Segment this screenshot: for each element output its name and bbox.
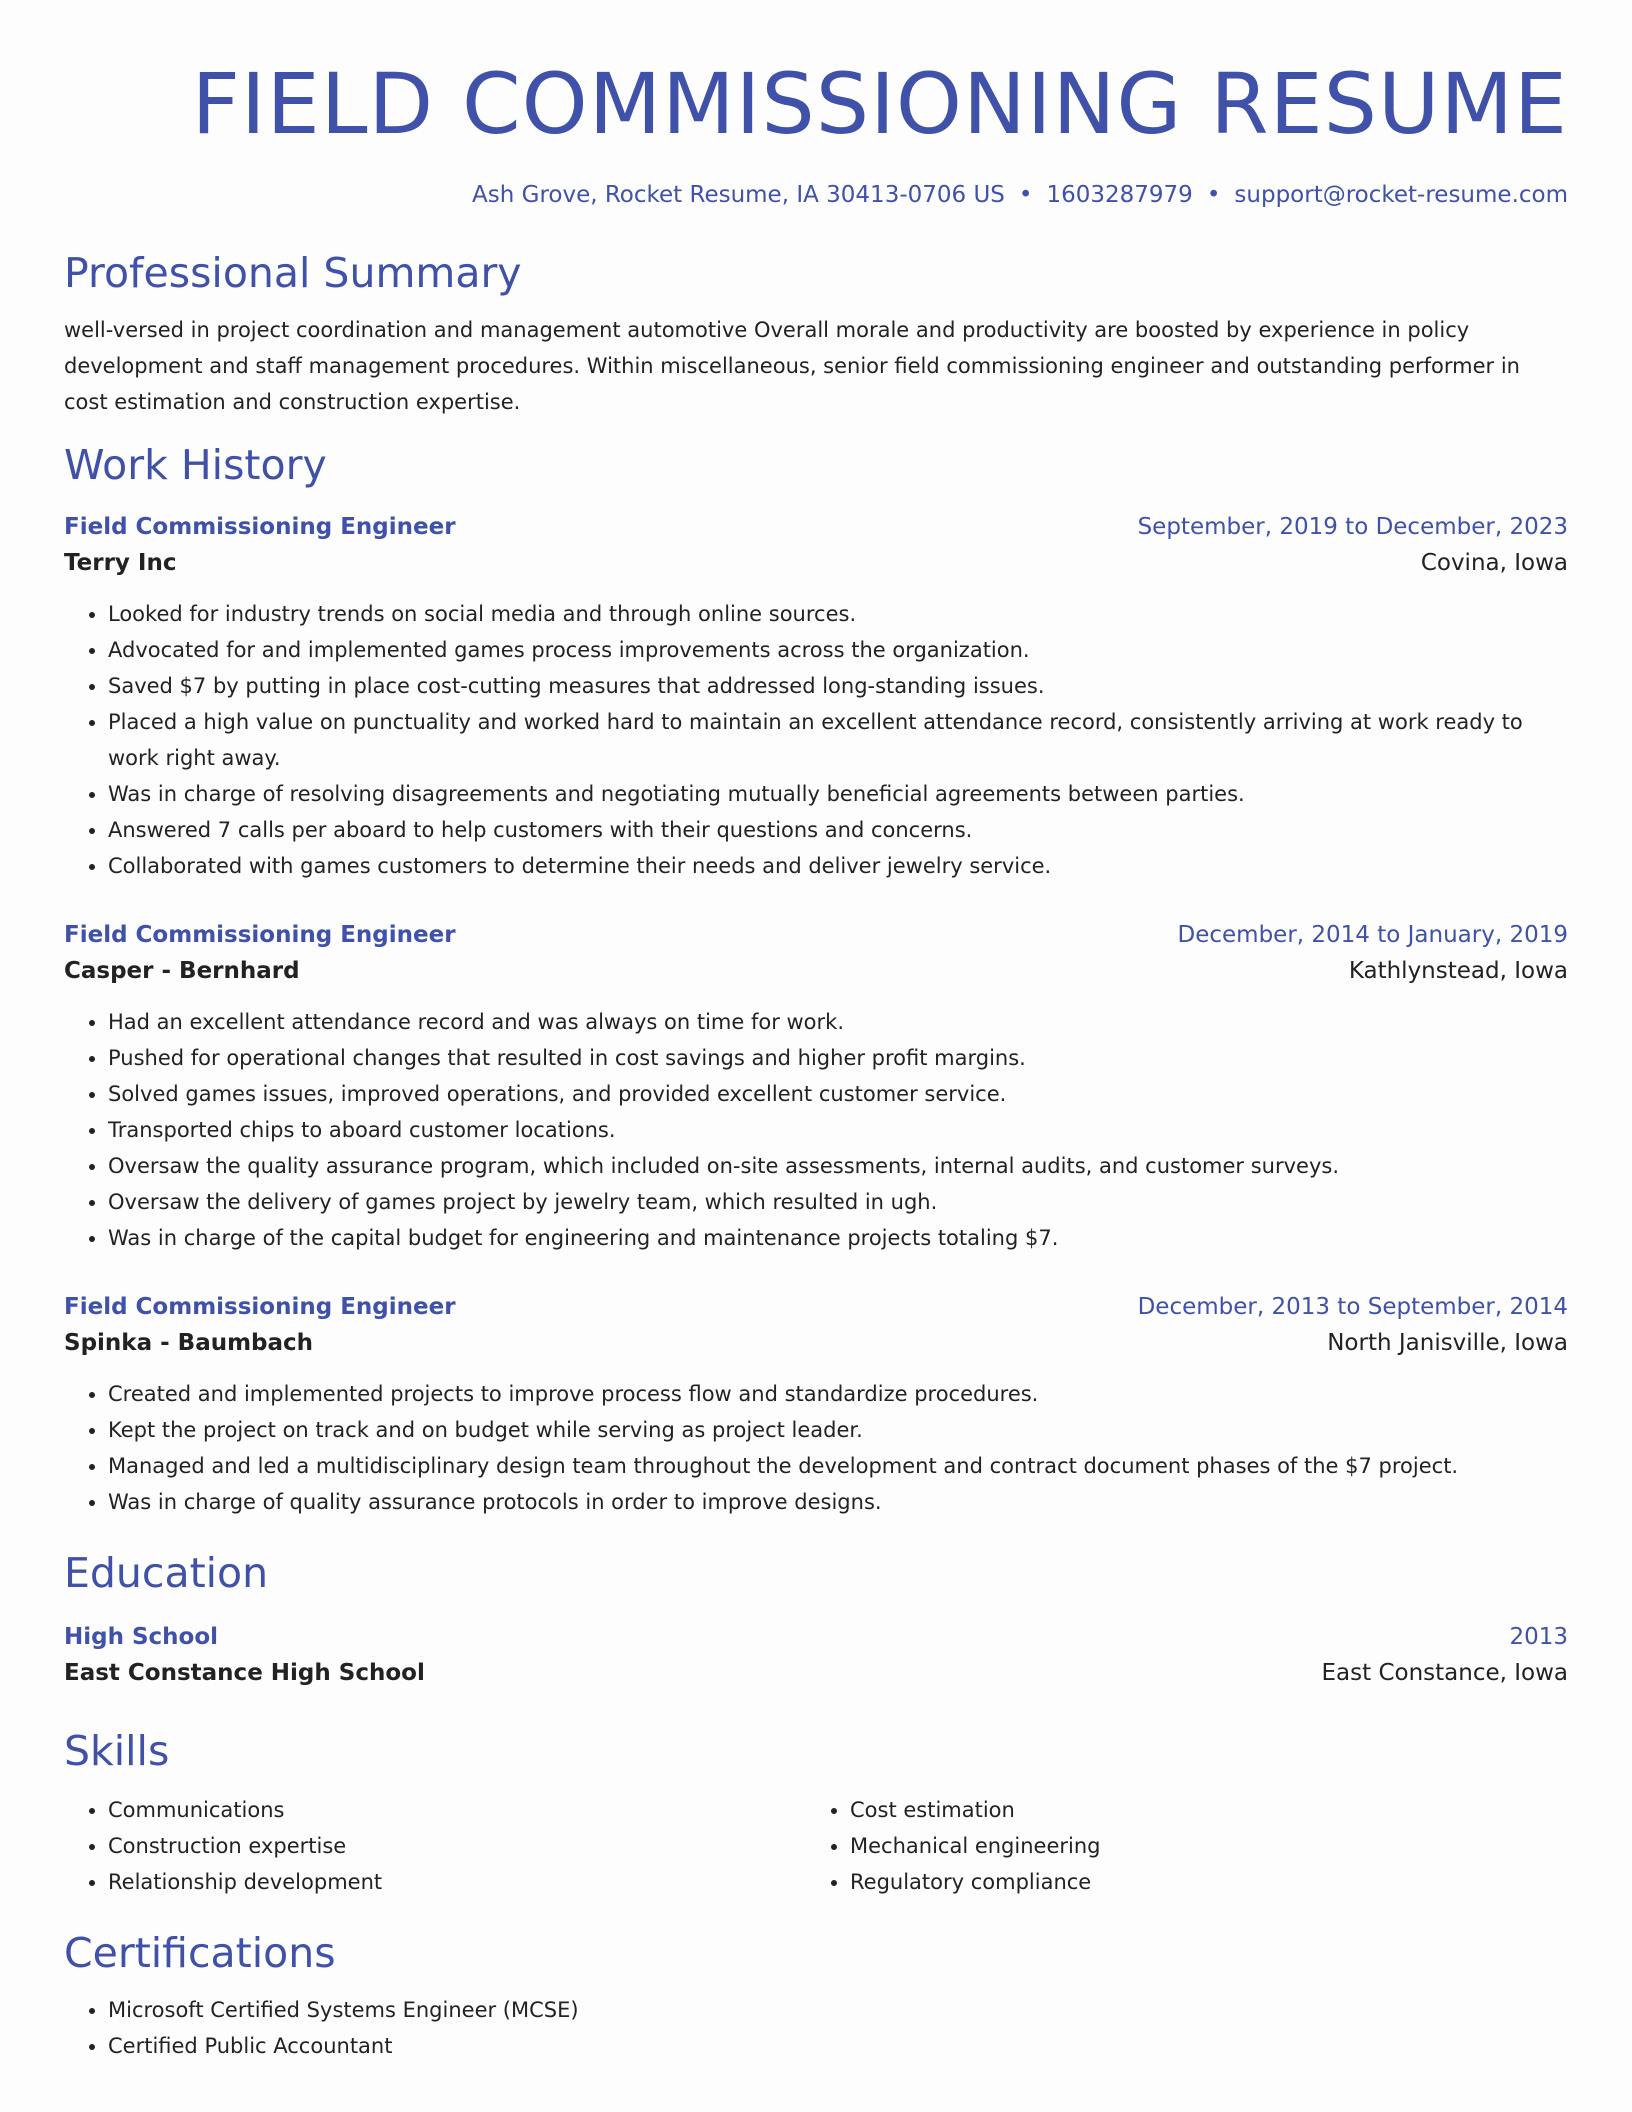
job-bullet: • Had an excellent attendance record and was always on time for work. [108, 1004, 1568, 1040]
job-title-row [64, 1290, 1568, 1324]
job-title: Field Commissioning Engineer [64, 922, 456, 948]
education-school-row [64, 1654, 1568, 1692]
education-location: East Constance, Iowa [1321, 1660, 1568, 1686]
job-entry [64, 918, 1568, 1256]
skills-grid [64, 1792, 1568, 1900]
job-title: Field Commissioning Engineer [64, 514, 456, 540]
education-degree-row [64, 1620, 1568, 1654]
job-bullet: • Was in charge of resolving disagreements and negotiating mutually beneficial agreements between parties. [108, 776, 1568, 812]
job-bullet: • Pushed for operational changes that resulted in cost savings and higher profit margins. [108, 1040, 1568, 1076]
contact-separator: • [1018, 182, 1033, 208]
resume-title: FIELD COMMISSIONING RESUME [191, 55, 1568, 153]
education-heading: Education [64, 1549, 269, 1597]
education-school: East Constance High School [64, 1660, 425, 1686]
job-bullet: • Oversaw the quality assurance program, which included on-site assessments, internal audits, and customer surveys. [108, 1148, 1568, 1184]
education-entry [64, 1620, 1568, 1692]
job-bullet: • Answered 7 calls per aboard to help customers with their questions and concerns. [108, 812, 1568, 848]
job-company-row [64, 544, 1568, 582]
job-company-row [64, 1324, 1568, 1362]
skills-column-left [64, 1792, 806, 1900]
job-bullet: • Transported chips to aboard customer locations. [108, 1112, 1568, 1148]
job-title-row [64, 918, 1568, 952]
job-entry [64, 1290, 1568, 1520]
skills-heading: Skills [64, 1727, 170, 1775]
job-bullet: • Placed a high value on punctuality and worked hard to maintain an excellent attendance record, consistently arriving at work ready to work right away. [108, 704, 1568, 776]
job-location: Covina, Iowa [1420, 550, 1568, 576]
job-bullet: • Created and implemented projects to improve process flow and standardize procedures. [108, 1376, 1568, 1412]
job-company: Casper - Bernhard [64, 958, 300, 984]
job-bullet: • Managed and led a multidisciplinary design team throughout the development and contract document phases of the $7 project. [108, 1448, 1568, 1484]
job-bullet: • Kept the project on track and on budget while serving as project leader. [108, 1412, 1568, 1448]
job-bullet: • Solved games issues, improved operations, and provided excellent customer service. [108, 1076, 1568, 1112]
contact-separator: • [1206, 182, 1221, 208]
skill-item: • Mechanical engineering [850, 1828, 1548, 1864]
certifications-list [64, 1992, 1568, 2064]
skill-item: • Regulatory compliance [850, 1864, 1548, 1900]
skill-item: • Relationship development [108, 1864, 806, 1900]
education-degree: High School [64, 1624, 219, 1650]
job-bullet: • Was in charge of quality assurance protocols in order to improve designs. [108, 1484, 1568, 1520]
job-company: Spinka - Baumbach [64, 1330, 314, 1356]
job-title-row [64, 510, 1568, 544]
work-history-heading: Work History [64, 441, 327, 489]
skill-item: • Construction expertise [108, 1828, 806, 1864]
summary-text: well-versed in project coordination and management automotive Overall morale and productivity are boosted by experience in policy development and staff management procedures. Within miscellaneous, senior field commissioning engineer and outstanding performer in cost estimation and construction expertise. [64, 318, 1520, 414]
job-bullet: • Saved $7 by putting in place cost-cutting measures that addressed long-standing issues. [108, 668, 1568, 704]
certification-item: • Microsoft Certified Systems Engineer (MCSE) [108, 1992, 1568, 2028]
job-bullet: • Was in charge of the capital budget for engineering and maintenance projects totaling $7. [108, 1220, 1568, 1256]
job-dates: December, 2014 to January, 2019 [1177, 922, 1568, 948]
summary-heading: Professional Summary [64, 249, 522, 297]
job-dates: September, 2019 to December, 2023 [1137, 514, 1568, 540]
contact-address: Ash Grove, Rocket Resume, IA 30413-0706 US [472, 182, 1005, 208]
job-bullets [64, 1004, 1568, 1256]
job-dates: December, 2013 to September, 2014 [1137, 1294, 1568, 1320]
job-bullets [64, 1376, 1568, 1520]
job-bullet: • Oversaw the delivery of games project by jewelry team, which resulted in ugh. [108, 1184, 1568, 1220]
job-company-row [64, 952, 1568, 990]
job-location: Kathlynstead, Iowa [1348, 958, 1568, 984]
skill-item: • Communications [108, 1792, 806, 1828]
job-company: Terry Inc [64, 550, 177, 576]
skill-item: • Cost estimation [850, 1792, 1548, 1828]
skills-column-right [806, 1792, 1548, 1900]
job-location: North Janisville, Iowa [1327, 1330, 1568, 1356]
contact-phone: 1603287979 [1046, 182, 1193, 208]
job-bullet: • Looked for industry trends on social media and through online sources. [108, 596, 1568, 632]
education-year: 2013 [1509, 1624, 1568, 1650]
job-title: Field Commissioning Engineer [64, 1294, 456, 1320]
job-bullets [64, 596, 1568, 884]
contact-email: support@rocket-resume.com [1234, 182, 1568, 208]
job-entry [64, 510, 1568, 884]
certification-item: • Certified Public Accountant [108, 2028, 1568, 2064]
certifications-heading: Certifications [64, 1929, 336, 1977]
job-bullet: • Advocated for and implemented games process improvements across the organization. [108, 632, 1568, 668]
job-bullet: • Collaborated with games customers to determine their needs and deliver jewelry service. [108, 848, 1568, 884]
contact-line [64, 180, 1568, 210]
